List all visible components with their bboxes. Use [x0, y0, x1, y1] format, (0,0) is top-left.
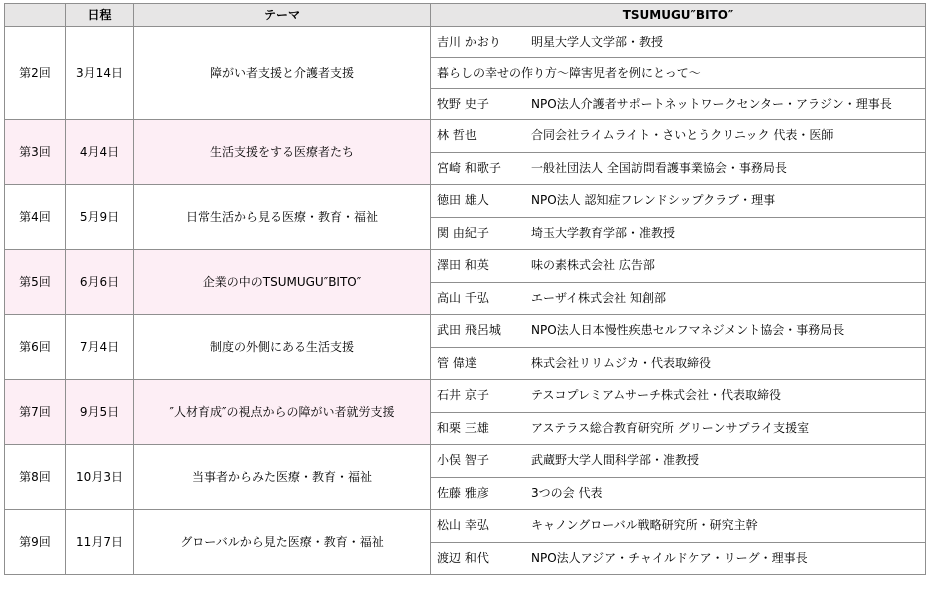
speaker-name: 吉川 かおり [437, 34, 501, 49]
speaker-cell [431, 380, 926, 413]
session-date: 10月3日 [66, 445, 134, 510]
speaker-affiliation: 株式会社リリムジカ・代表取締役 [531, 355, 712, 370]
speaker-affiliation: エーザイ株式会社 知創部 [531, 290, 666, 305]
speaker-cell [431, 89, 926, 120]
speaker-cell [431, 152, 926, 185]
speaker-cell [431, 412, 926, 445]
speaker-affiliation: 埼玉大学教育学部・准教授 [531, 225, 676, 240]
speaker-cell [431, 510, 926, 543]
session-theme: ″人材育成″の視点からの障がい者就労支援 [134, 380, 431, 445]
speaker-name: 松山 幸弘 [437, 518, 489, 533]
table-row [5, 250, 926, 283]
session-theme: 生活支援をする医療者たち [134, 120, 431, 185]
speaker-cell [431, 282, 926, 315]
speaker-name: 武田 飛呂城 [437, 323, 501, 338]
speaker-name: 石井 京子 [437, 388, 489, 403]
session-date: 11月7日 [66, 510, 134, 575]
table-row [5, 315, 926, 348]
speaker-cell [431, 217, 926, 250]
table-row [5, 120, 926, 153]
session-number: 第5回 [5, 250, 66, 315]
session-theme: 企業の中のTSUMUGU″BITO″ [134, 250, 431, 315]
speaker-name: 徳田 雄人 [437, 193, 489, 208]
session-number: 第8回 [5, 445, 66, 510]
speaker-cell [431, 185, 926, 218]
speaker-affiliation: 3つの会 代表 [531, 485, 603, 500]
session-theme: グローバルから見た医療・教育・福祉 [134, 510, 431, 575]
speaker-affiliation: アステラス総合教育研究所 グリーンサプライ支援室 [531, 420, 810, 435]
speaker-name: 渡辺 和代 [437, 550, 489, 565]
speaker-name: 和栗 三雄 [437, 420, 489, 435]
speaker-name: 関 由紀子 [437, 225, 489, 240]
header-blank [5, 4, 66, 27]
speaker-name: 牧野 史子 [437, 96, 489, 111]
table-row [5, 380, 926, 413]
table-row [5, 510, 926, 543]
schedule-body [5, 27, 926, 575]
speaker-affiliation: 合同会社ライムライト・さいとうクリニック 代表・医師 [531, 128, 834, 143]
session-theme: 当事者からみた医療・教育・福祉 [134, 445, 431, 510]
header-speakers: TSUMUGU″BITO″ [431, 4, 926, 27]
speaker-cell [431, 347, 926, 380]
speaker-affiliation: NPO法人 認知症フレンドシップクラブ・理事 [531, 193, 776, 208]
session-theme: 日常生活から見る医療・教育・福祉 [134, 185, 431, 250]
session-number: 第6回 [5, 315, 66, 380]
session-date: 9月5日 [66, 380, 134, 445]
session-date: 3月14日 [66, 27, 134, 120]
speaker-cell [431, 315, 926, 348]
speaker-name: 佐藤 雅彦 [437, 485, 489, 500]
session-theme: 障がい者支援と介護者支援 [134, 27, 431, 120]
table-row [5, 27, 926, 58]
speaker-affiliation: 明星大学人文学部・教授 [531, 34, 664, 49]
speaker-name: 澤田 和英 [437, 258, 489, 273]
speaker-affiliation: 味の素株式会社 広告部 [531, 258, 655, 273]
speaker-cell [431, 542, 926, 575]
header-theme: テーマ [134, 4, 431, 27]
session-number: 第7回 [5, 380, 66, 445]
speaker-name: 小俣 智子 [437, 453, 489, 468]
speaker-affiliation: キャノングローバル戦略研究所・研究主幹 [531, 518, 758, 533]
speaker-cell [431, 120, 926, 153]
session-date: 5月9日 [66, 185, 134, 250]
speaker-affiliation: テスコプレミアムサーチ株式会社・代表取締役 [531, 388, 781, 403]
session-date: 6月6日 [66, 250, 134, 315]
speaker-affiliation: 武蔵野大学人間科学部・准教授 [531, 453, 700, 468]
lecture-title: 暮らしの幸せの作り方～障害児者を例にとって～ [437, 65, 701, 80]
speaker-name: 高山 千弘 [437, 290, 489, 305]
session-date: 7月4日 [66, 315, 134, 380]
schedule-table [4, 3, 926, 575]
speaker-cell [431, 445, 926, 478]
session-number: 第4回 [5, 185, 66, 250]
session-number: 第9回 [5, 510, 66, 575]
table-row [5, 445, 926, 478]
speaker-affiliation: NPO法人介護者サポートネットワークセンター・アラジン・理事長 [531, 96, 892, 111]
session-theme: 制度の外側にある生活支援 [134, 315, 431, 380]
speaker-cell [431, 250, 926, 283]
header-row [5, 4, 926, 27]
session-date: 4月4日 [66, 120, 134, 185]
speaker-name: 宮崎 和歌子 [437, 160, 501, 175]
speaker-cell [431, 58, 926, 89]
speaker-cell [431, 27, 926, 58]
table-row [5, 185, 926, 218]
speaker-cell [431, 477, 926, 510]
session-number: 第3回 [5, 120, 66, 185]
header-date: 日程 [66, 4, 134, 27]
session-number: 第2回 [5, 27, 66, 120]
speaker-name: 管 偉達 [437, 355, 477, 370]
speaker-affiliation: NPO法人日本慢性疾患セルフマネジメント協会・事務局長 [531, 323, 845, 338]
speaker-name: 林 哲也 [437, 128, 477, 143]
speaker-affiliation: NPO法人アジア・チャイルドケア・リーグ・理事長 [531, 550, 808, 565]
speaker-affiliation: 一般社団法人 全国訪問看護事業協会・事務局長 [531, 160, 787, 175]
